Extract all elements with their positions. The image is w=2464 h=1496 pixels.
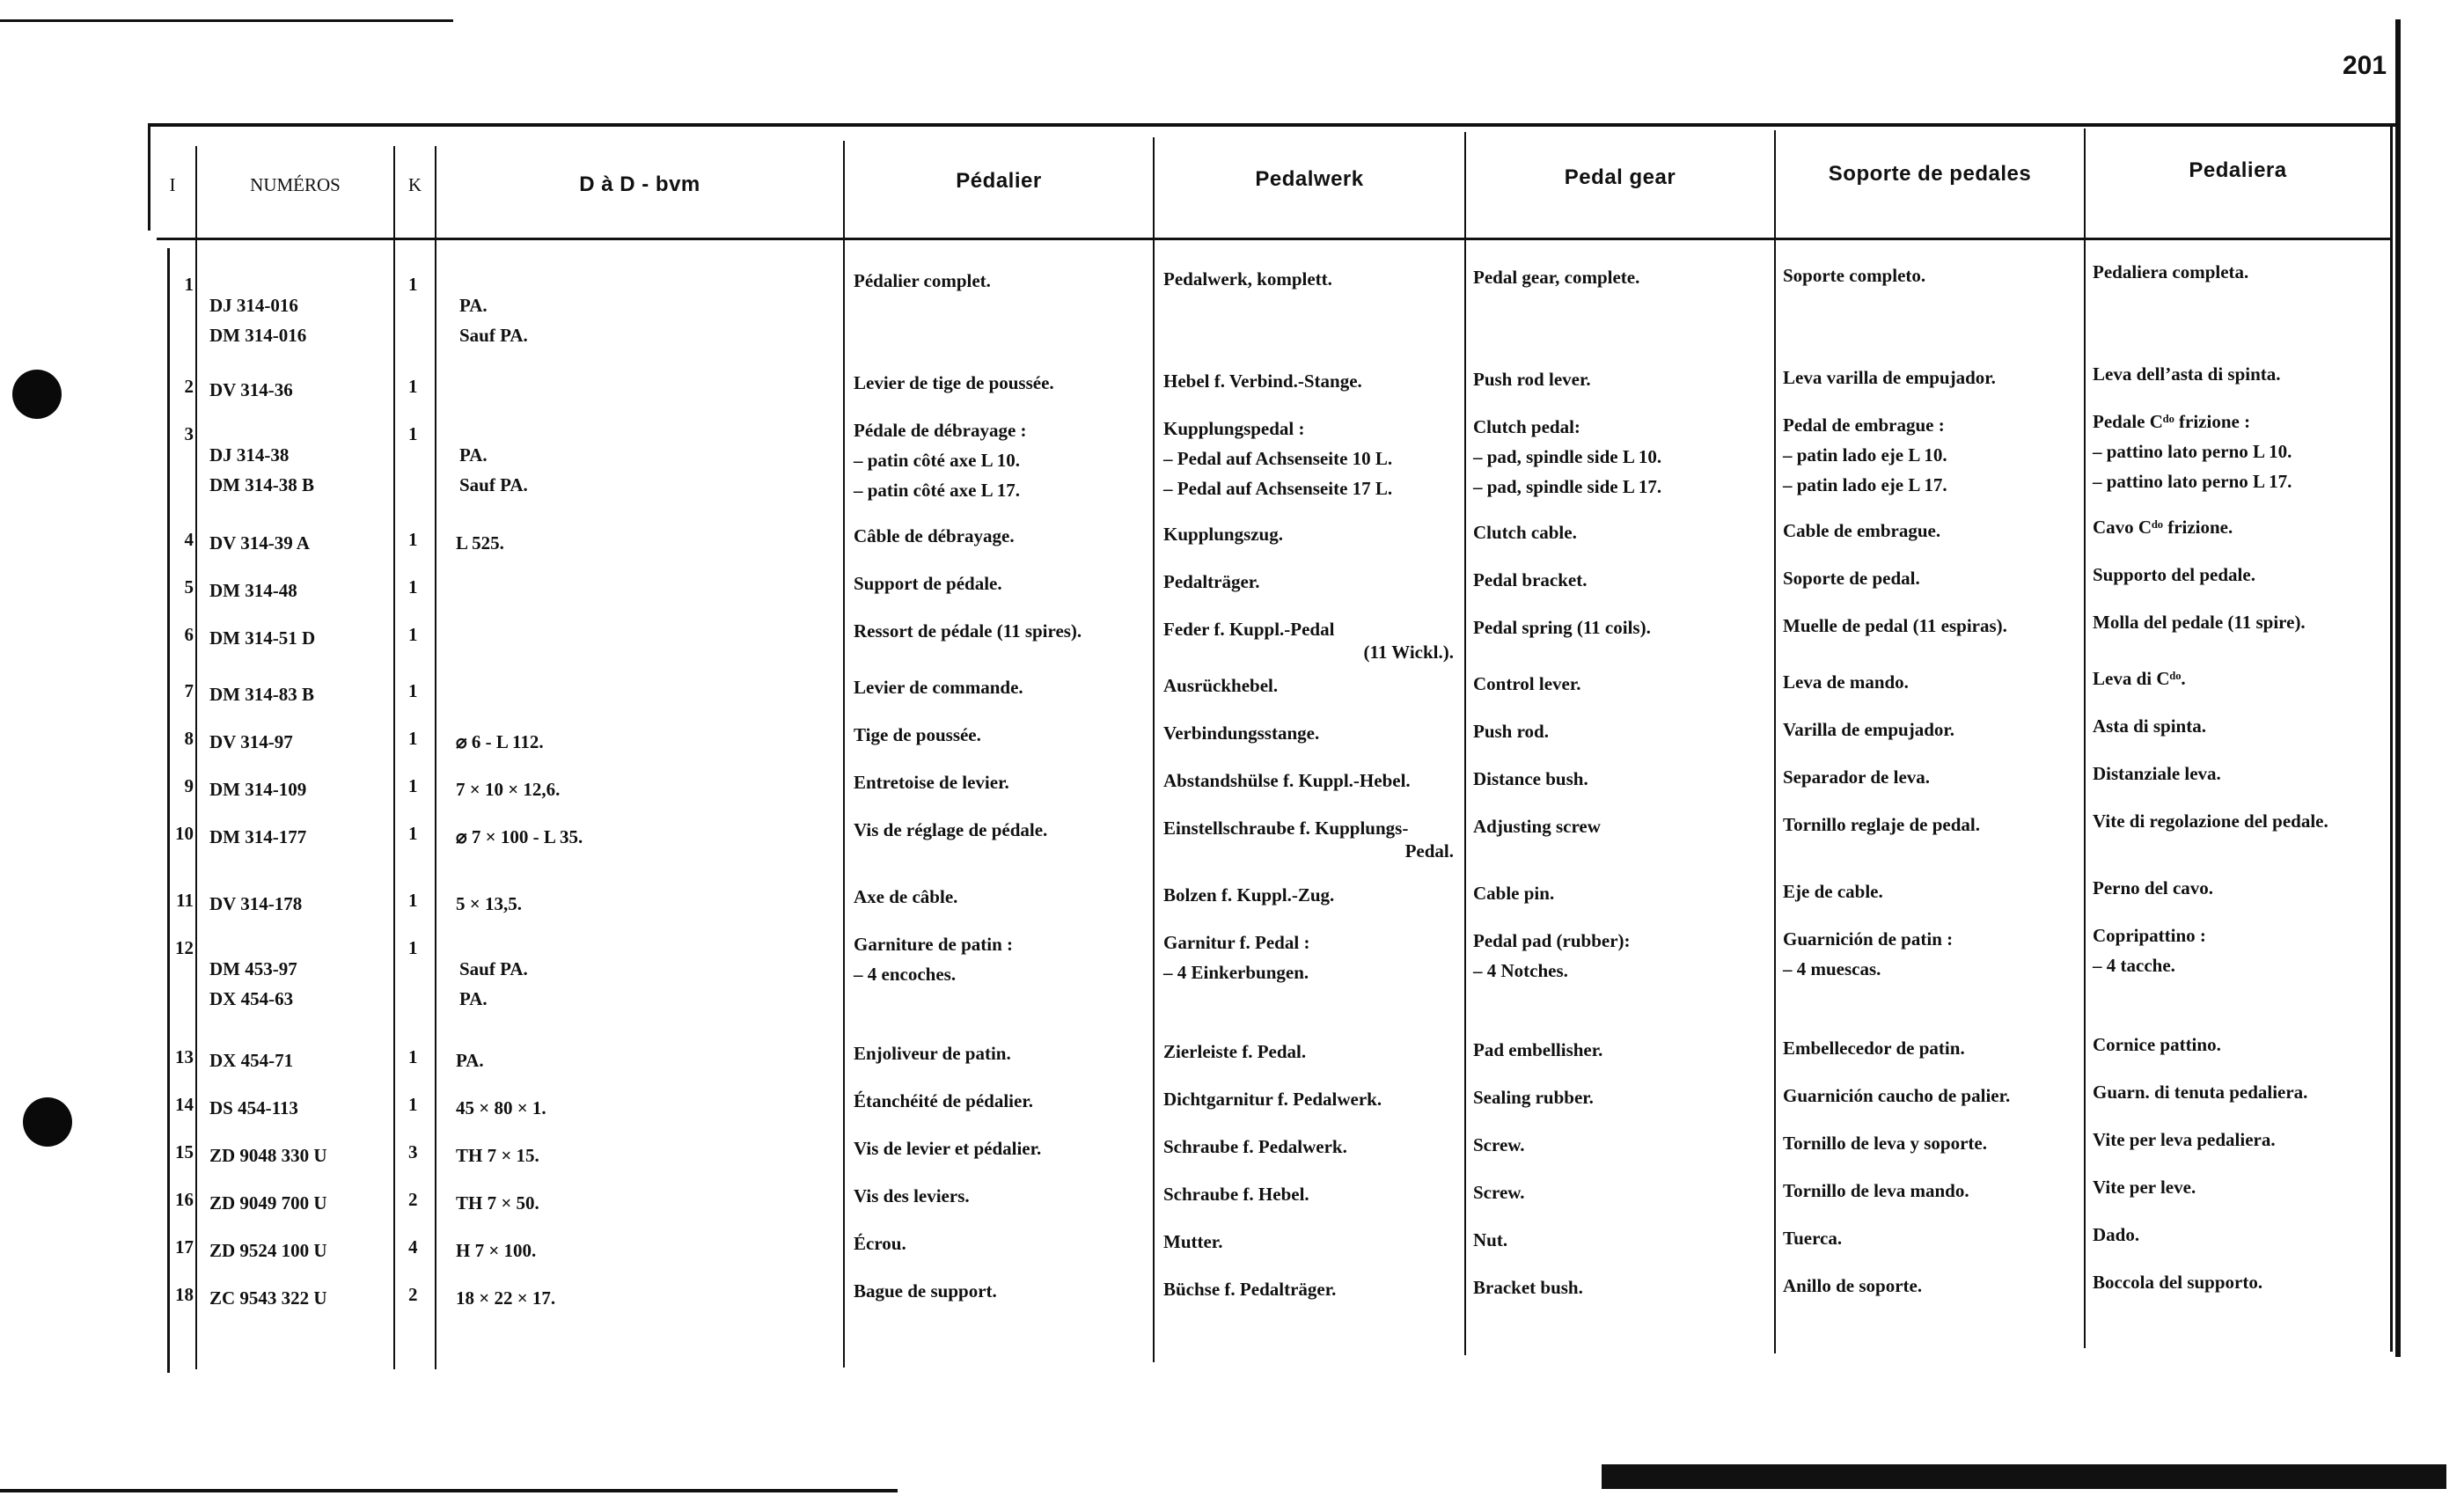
desc-en: Adjusting screw (1473, 816, 1601, 837)
part-number: DV 314-97 (209, 731, 293, 752)
desc-fr: Vis des leviers. (854, 1185, 970, 1206)
desc-fr: Vis de réglage de pédale. (854, 819, 1048, 840)
row-index: 10 (175, 823, 194, 844)
divider-es (2084, 128, 2086, 1348)
dad-spec: PA. (459, 444, 488, 466)
row-index: 15 (175, 1141, 194, 1162)
dad-spec: TH 7 × 50. (456, 1192, 539, 1214)
right-border (2390, 123, 2393, 1352)
part-number: DM 453-97 (209, 958, 297, 979)
row-index: 8 (184, 728, 194, 749)
desc-fr: Écrou. (854, 1233, 906, 1254)
row-quantity: 1 (408, 423, 418, 444)
desc-fr: Enjoliveur de patin. (854, 1043, 1011, 1064)
desc-de: Hebel f. Verbind.-Stange. (1163, 370, 1362, 392)
desc-de: – Pedal auf Achsenseite 10 L. (1163, 448, 1393, 469)
part-number: DJ 314-38 (209, 444, 290, 466)
desc-it: Perno del cavo. (2093, 877, 2214, 898)
desc-de: Dichtgarnitur f. Pedalwerk. (1163, 1089, 1382, 1110)
desc-en: Screw. (1473, 1134, 1525, 1155)
desc-fr: Levier de commande. (854, 677, 1023, 698)
row-index: 5 (184, 576, 194, 598)
desc-en: Nut. (1473, 1229, 1508, 1250)
divider-en (1774, 130, 1776, 1353)
row-quantity: 1 (408, 680, 418, 701)
desc-es: Guarnición caucho de palier. (1783, 1085, 2011, 1106)
row-quantity: 2 (408, 1189, 418, 1210)
row-index: 4 (184, 529, 194, 550)
desc-es: Leva de mando. (1783, 671, 1909, 693)
desc-es: Pedal de embrague : (1783, 414, 1945, 436)
part-number: DS 454-113 (209, 1097, 298, 1118)
row-index: 12 (175, 937, 194, 958)
dad-spec: 45 × 80 × 1. (456, 1097, 546, 1118)
part-number: ZC 9543 322 U (209, 1287, 327, 1309)
desc-fr: Étanchéité de pédalier. (854, 1090, 1033, 1111)
desc-es: Soporte completo. (1783, 265, 1926, 286)
desc-es: Anillo de soporte. (1783, 1275, 1923, 1296)
header-de: Pedalwerk (1255, 167, 1364, 191)
desc-it: Leva di Cᵈᵒ. (2093, 668, 2186, 689)
row-quantity: 1 (408, 890, 418, 911)
dad-spec: PA. (459, 988, 488, 1009)
desc-es: Separador de leva. (1783, 766, 1931, 788)
part-number: ZD 9524 100 U (209, 1240, 327, 1261)
desc-es: – patin lado eje L 17. (1783, 474, 1947, 495)
part-number: DX 454-63 (209, 988, 294, 1009)
row-quantity: 1 (408, 274, 418, 295)
part-number: DM 314-48 (209, 580, 297, 601)
row-index: 18 (175, 1284, 194, 1305)
row-index: 13 (175, 1046, 194, 1067)
row-quantity: 1 (408, 1094, 418, 1115)
desc-de: Schraube f. Hebel. (1163, 1184, 1309, 1205)
header-numbers: NUMÉROS (250, 173, 341, 195)
dad-spec: L 525. (456, 532, 504, 554)
row-index: 1 (184, 274, 194, 295)
desc-de: Abstandshülse f. Kuppl.-Hebel. (1163, 770, 1411, 791)
desc-de: Bolzen f. Kuppl.-Zug. (1163, 884, 1335, 906)
row-index: 17 (175, 1236, 194, 1258)
dad-spec: Sauf PA. (459, 474, 528, 495)
desc-es: Embellecedor de patin. (1783, 1038, 1965, 1059)
row-quantity: 3 (408, 1141, 418, 1162)
part-number: DV 314-36 (209, 379, 293, 400)
desc-fr: Support de pédale. (854, 573, 1002, 594)
desc-fr: Pédale de débrayage : (854, 420, 1027, 441)
desc-de: – 4 Einkerbungen. (1163, 962, 1309, 983)
dad-spec: ⌀ 7 × 100 - L 35. (456, 826, 583, 847)
desc-it: – 4 tacche. (2093, 955, 2175, 976)
desc-it: Copripattino : (2093, 925, 2206, 946)
desc-fr: Axe de câble. (854, 886, 958, 907)
desc-de: Feder f. Kuppl.-Pedal (1163, 619, 1335, 640)
desc-fr: – 4 encoches. (854, 964, 957, 985)
row-quantity: 1 (408, 1046, 418, 1067)
part-number: DM 314-38 B (209, 474, 314, 495)
desc-de: Garnitur f. Pedal : (1163, 932, 1310, 953)
divider-index (195, 146, 197, 1369)
desc-it: Molla del pedale (11 spire). (2093, 612, 2306, 633)
desc-de: Einstellschraube f. Kupplungs- (1163, 818, 1409, 839)
desc-de: Pedal. (1404, 840, 1454, 862)
row-quantity: 1 (408, 728, 418, 749)
divider-fr (1153, 137, 1155, 1362)
desc-de: Ausrückhebel. (1163, 675, 1279, 696)
desc-de: Pedalwerk, komplett. (1163, 268, 1332, 290)
dad-spec: Sauf PA. (459, 325, 528, 346)
desc-fr: Pédalier complet. (854, 270, 991, 291)
desc-es: – patin lado eje L 10. (1783, 444, 1947, 466)
desc-en: Distance bush. (1473, 768, 1588, 789)
desc-fr: Entretoise de levier. (854, 772, 1009, 793)
desc-es: Tornillo reglaje de pedal. (1783, 814, 1981, 835)
header-en: Pedal gear (1564, 165, 1676, 189)
desc-en: Pedal pad (rubber): (1473, 930, 1631, 951)
desc-fr: Garniture de patin : (854, 934, 1014, 955)
dad-spec: 7 × 10 × 12,6. (456, 779, 561, 800)
row-quantity: 1 (408, 775, 418, 796)
divider-dad (843, 141, 845, 1368)
desc-it: Distanziale leva. (2093, 763, 2221, 784)
desc-it: Vite per leve. (2093, 1177, 2196, 1198)
part-number: DM 314-51 D (209, 627, 316, 649)
desc-en: Push rod. (1473, 721, 1549, 742)
desc-en: Sealing rubber. (1473, 1087, 1594, 1108)
part-number: DM 314-109 (209, 779, 307, 800)
desc-es: Varilla de empujador. (1783, 719, 1955, 740)
part-number: DV 314-178 (209, 893, 303, 914)
header-qty: K (407, 173, 422, 195)
dad-spec: ⌀ 6 - L 112. (456, 731, 544, 752)
desc-fr: – patin côté axe L 17. (854, 480, 1020, 501)
header-it: Pedaliera (2189, 158, 2287, 182)
desc-it: Supporto del pedale. (2093, 564, 2255, 585)
desc-de: Kupplungszug. (1163, 524, 1283, 545)
desc-it: – pattino lato perno L 17. (2093, 471, 2292, 492)
row-index: 6 (184, 624, 194, 645)
part-number: DM 314-016 (209, 325, 307, 346)
desc-en: – 4 Notches. (1473, 960, 1568, 981)
desc-it: Vite di regolazione del pedale. (2093, 810, 2328, 832)
desc-it: Cavo Cᵈᵒ frizione. (2093, 517, 2233, 538)
binder-hole-top (12, 370, 62, 419)
desc-de: Mutter. (1163, 1231, 1223, 1252)
row-quantity: 1 (408, 529, 418, 550)
dad-spec: 18 × 22 × 17. (456, 1287, 556, 1309)
header-fr: Pédalier (956, 169, 1042, 193)
desc-es: Eje de cable. (1783, 881, 1883, 902)
desc-es: Tornillo de leva y soporte. (1783, 1133, 1987, 1154)
divider-qty (435, 146, 436, 1369)
desc-it: Dado. (2093, 1224, 2140, 1245)
dad-spec: PA. (459, 295, 488, 316)
desc-en: Clutch cable. (1473, 522, 1577, 543)
header-es: Soporte de pedales (1828, 162, 2032, 186)
desc-en: – pad, spindle side L 10. (1473, 446, 1662, 467)
desc-en: Pedal gear, complete. (1473, 267, 1640, 288)
part-number: DM 314-83 B (209, 684, 314, 705)
row-index: 3 (184, 423, 194, 444)
top-left-rule (0, 19, 453, 22)
desc-de: Schraube f. Pedalwerk. (1163, 1136, 1347, 1157)
desc-fr: Bague de support. (854, 1280, 997, 1302)
desc-it: Boccola del supporto. (2093, 1272, 2263, 1293)
desc-en: Cable pin. (1473, 883, 1555, 904)
desc-es: Tornillo de leva mando. (1783, 1180, 1969, 1201)
desc-fr: Câble de débrayage. (854, 525, 1015, 546)
desc-de: Verbindungsstange. (1163, 722, 1320, 744)
desc-it: – pattino lato perno L 10. (2093, 441, 2292, 462)
desc-en: Control lever. (1473, 673, 1581, 694)
header-index: I (169, 173, 176, 195)
dad-spec: PA. (456, 1050, 484, 1071)
desc-it: Cornice pattino. (2093, 1034, 2221, 1055)
part-number: ZD 9048 330 U (209, 1145, 327, 1166)
header-dad: D à D - bvm (579, 172, 700, 196)
dad-spec: TH 7 × 15. (456, 1145, 539, 1166)
row-index: 11 (176, 890, 194, 911)
row-index: 9 (184, 775, 194, 796)
page-number: 201 (2343, 51, 2387, 80)
desc-es: Tuerca. (1783, 1228, 1843, 1249)
desc-es: Leva varilla de empujador. (1783, 367, 1996, 388)
desc-de: Kupplungspedal : (1163, 418, 1305, 439)
row-index: 2 (184, 376, 194, 397)
desc-fr: Ressort de pédale (11 spires). (854, 620, 1082, 642)
row-index: 7 (184, 680, 194, 701)
header-bottom-border (157, 238, 2392, 240)
desc-es: Guarnición de patin : (1783, 928, 1954, 950)
row-quantity: 2 (408, 1284, 418, 1305)
row-quantity: 1 (408, 624, 418, 645)
divider-de (1464, 132, 1466, 1355)
desc-es: – 4 muescas. (1783, 958, 1881, 979)
bottom-rule-thick (1602, 1464, 2446, 1489)
desc-en: Screw. (1473, 1182, 1525, 1203)
desc-en: Pedal spring (11 coils). (1473, 617, 1651, 638)
desc-en: – pad, spindle side L 17. (1473, 476, 1662, 497)
desc-fr: Levier de tige de poussée. (854, 372, 1054, 393)
desc-en: Pedal bracket. (1473, 569, 1588, 590)
divider-numbers (393, 146, 395, 1369)
part-number: DV 314-39 A (209, 532, 310, 554)
part-number: ZD 9049 700 U (209, 1192, 327, 1214)
part-number: DM 314-177 (209, 826, 307, 847)
row-quantity: 1 (408, 823, 418, 844)
desc-de: Zierleiste f. Pedal. (1163, 1041, 1307, 1062)
desc-fr: Tige de poussée. (854, 724, 981, 745)
row-quantity: 4 (408, 1236, 418, 1258)
binder-hole-bottom (23, 1097, 72, 1147)
desc-de: – Pedal auf Achsenseite 17 L. (1163, 478, 1393, 499)
desc-es: Soporte de pedal. (1783, 568, 1920, 589)
desc-de: (11 Wickl.). (1363, 642, 1454, 663)
row-quantity: 1 (408, 376, 418, 397)
dad-spec: 5 × 13,5. (456, 893, 522, 914)
row-quantity: 1 (408, 576, 418, 598)
desc-it: Guarn. di tenuta pedaliera. (2093, 1082, 2308, 1103)
desc-en: Push rod lever. (1473, 369, 1591, 390)
desc-it: Vite per leva pedaliera. (2093, 1129, 2276, 1150)
desc-it: Pedaliera completa. (2093, 261, 2249, 282)
dad-spec: H 7 × 100. (456, 1240, 537, 1261)
desc-it: Pedale Cᵈᵒ frizione : (2093, 411, 2251, 432)
part-number: DX 454-71 (209, 1050, 294, 1071)
desc-en: Clutch pedal: (1473, 416, 1580, 437)
desc-es: Cable de embrague. (1783, 520, 1941, 541)
desc-fr: Vis de levier et pédalier. (854, 1138, 1042, 1159)
desc-fr: – patin côté axe L 10. (854, 450, 1020, 471)
desc-de: Büchse f. Pedalträger. (1163, 1279, 1337, 1300)
desc-en: Pad embellisher. (1473, 1039, 1603, 1060)
desc-it: Leva dell’asta di spinta. (2093, 363, 2281, 385)
row-index: 16 (175, 1189, 194, 1210)
desc-es: Muelle de pedal (11 espiras). (1783, 615, 2007, 636)
desc-it: Asta di spinta. (2093, 715, 2206, 737)
row-quantity: 1 (408, 937, 418, 958)
bottom-rule-thin (0, 1489, 898, 1492)
desc-de: Pedalträger. (1163, 571, 1260, 592)
right-edge-rule (2395, 19, 2401, 1357)
row-index: 14 (175, 1094, 194, 1115)
desc-en: Bracket bush. (1473, 1277, 1583, 1298)
dad-spec: Sauf PA. (459, 958, 528, 979)
part-number: DJ 314-016 (209, 295, 298, 316)
